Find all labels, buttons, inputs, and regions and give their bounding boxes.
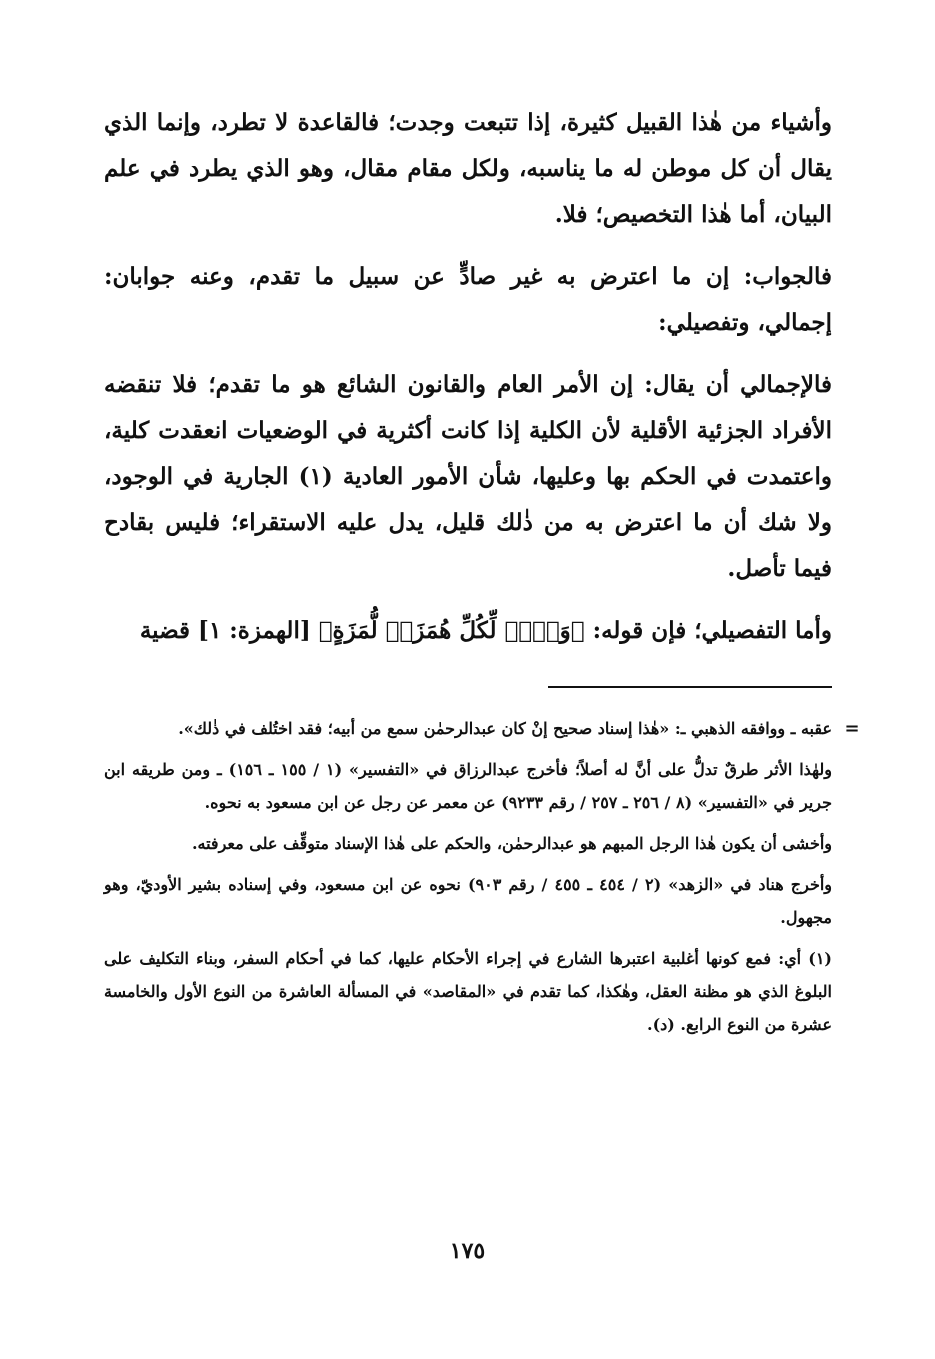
paragraph-4: [104, 608, 832, 654]
footnotes-section: [104, 712, 832, 1041]
paragraph-2: [104, 254, 832, 346]
paragraph-3-lead: فالإجمالي: [740, 371, 832, 398]
footnote-paragraph-1: عقبه ـ ووافقه الذهبي ـ: «هٰذا إسناد صحيح إنْ كان عبدالرحمٰن سمع من أبيه؛ فقد اختُلف في ذٰلك».: [178, 719, 832, 738]
paragraph-4-lead: وأما التفصيلي: [701, 617, 832, 644]
quran-verse: ﴿وَيۡلٞ لِّكُلِّ هُمَزَةٖ لُّمَزَةٍ﴾: [318, 617, 585, 644]
paragraph-2-text: فالجواب: إن ما اعترض به غير صادٍّ عن سبيل ما تقدم، وعنه جوابان: إجمالي، وتفصيلي:: [104, 263, 832, 336]
paragraph-1: [104, 100, 832, 238]
footnote-separator: [548, 686, 832, 688]
main-text-body: [104, 100, 832, 654]
paragraph-1-text: وأشياء من هٰذا القبيل كثيرة، إذا تتبعت وجدت؛ فالقاعدة لا تطرد، وإنما الذي يقال أن كل موطن له ما يناسبه، ولكل مقام مقال، وهو الذي يطرد في علم البيان، أما هٰذا التخصيص؛ فلا.: [104, 109, 833, 228]
page-number: ١٧٥: [449, 1238, 486, 1264]
footnote-paragraph-2: ولهٰذا الأثر طرقٌ تدلُّ على أنَّ له أصلاً؛ فأخرج عبدالرزاق في «التفسير» (١ / ١٥٥ ـ ١٥٦) ـ ومن طريقه ابن جرير في «التفسير» (٨ / ٢٥٦ ـ ٢٥٧ / رقم ٩٢٣٣) عن معمر عن رجل عن ابن مسعود به نحوه.: [104, 760, 833, 812]
footnote-paragraph-4: وأخرج هناد في «الزهد» (٢ / ٤٥٤ ـ ٤٥٥ / رقم ٩٠٣) نحوه عن ابن مسعود، وفي إسناده بشير الأوديّ، وهو مجهول.: [104, 875, 833, 927]
footnote-1: (١) أي: فمع كونها أغلبية اعتبرها الشارع في إجراء الأحكام عليها، كما في أحكام السفر، وبناء التكليف على البلوغ الذي هو مظنة العقل، وهٰكذا، كما تقدم في «المقاصد» في المسألة العاشرة من النوع الأول والخامسة عشرة من النوع الرابع. (د).: [104, 949, 832, 1034]
footnote-continuation-mark: =: [844, 718, 860, 739]
paragraph-3-text: أن يقال: إن الأمر العام والقانون الشائع هو ما تقدم؛ فلا تنقضه الأفراد الجزئية الأقلية لأن الكلية إذا كانت أكثرية في الوضعيات انعقدت كلية، واعتمدت في الحكم بها وعليها، شأن الأمور العادية (١) الجارية في الوجود، ولا شك أن ما اعترض به من ذٰلك قليل، يدل عليه الاستقراء؛ فليس بقادح فيما تأصل.: [104, 371, 832, 582]
paragraph-4-text: ؛ فإن قوله:: [584, 617, 702, 644]
footnote-paragraph-3: وأخشى أن يكون هٰذا الرجل المبهم هو عبدالرحمٰن، والحكم على هٰذا الإسناد متوقِّف على معرفته.: [191, 834, 832, 853]
paragraph-4-tail: [الهمزة: ١] قضية: [139, 617, 319, 644]
paragraph-3: [104, 362, 832, 592]
